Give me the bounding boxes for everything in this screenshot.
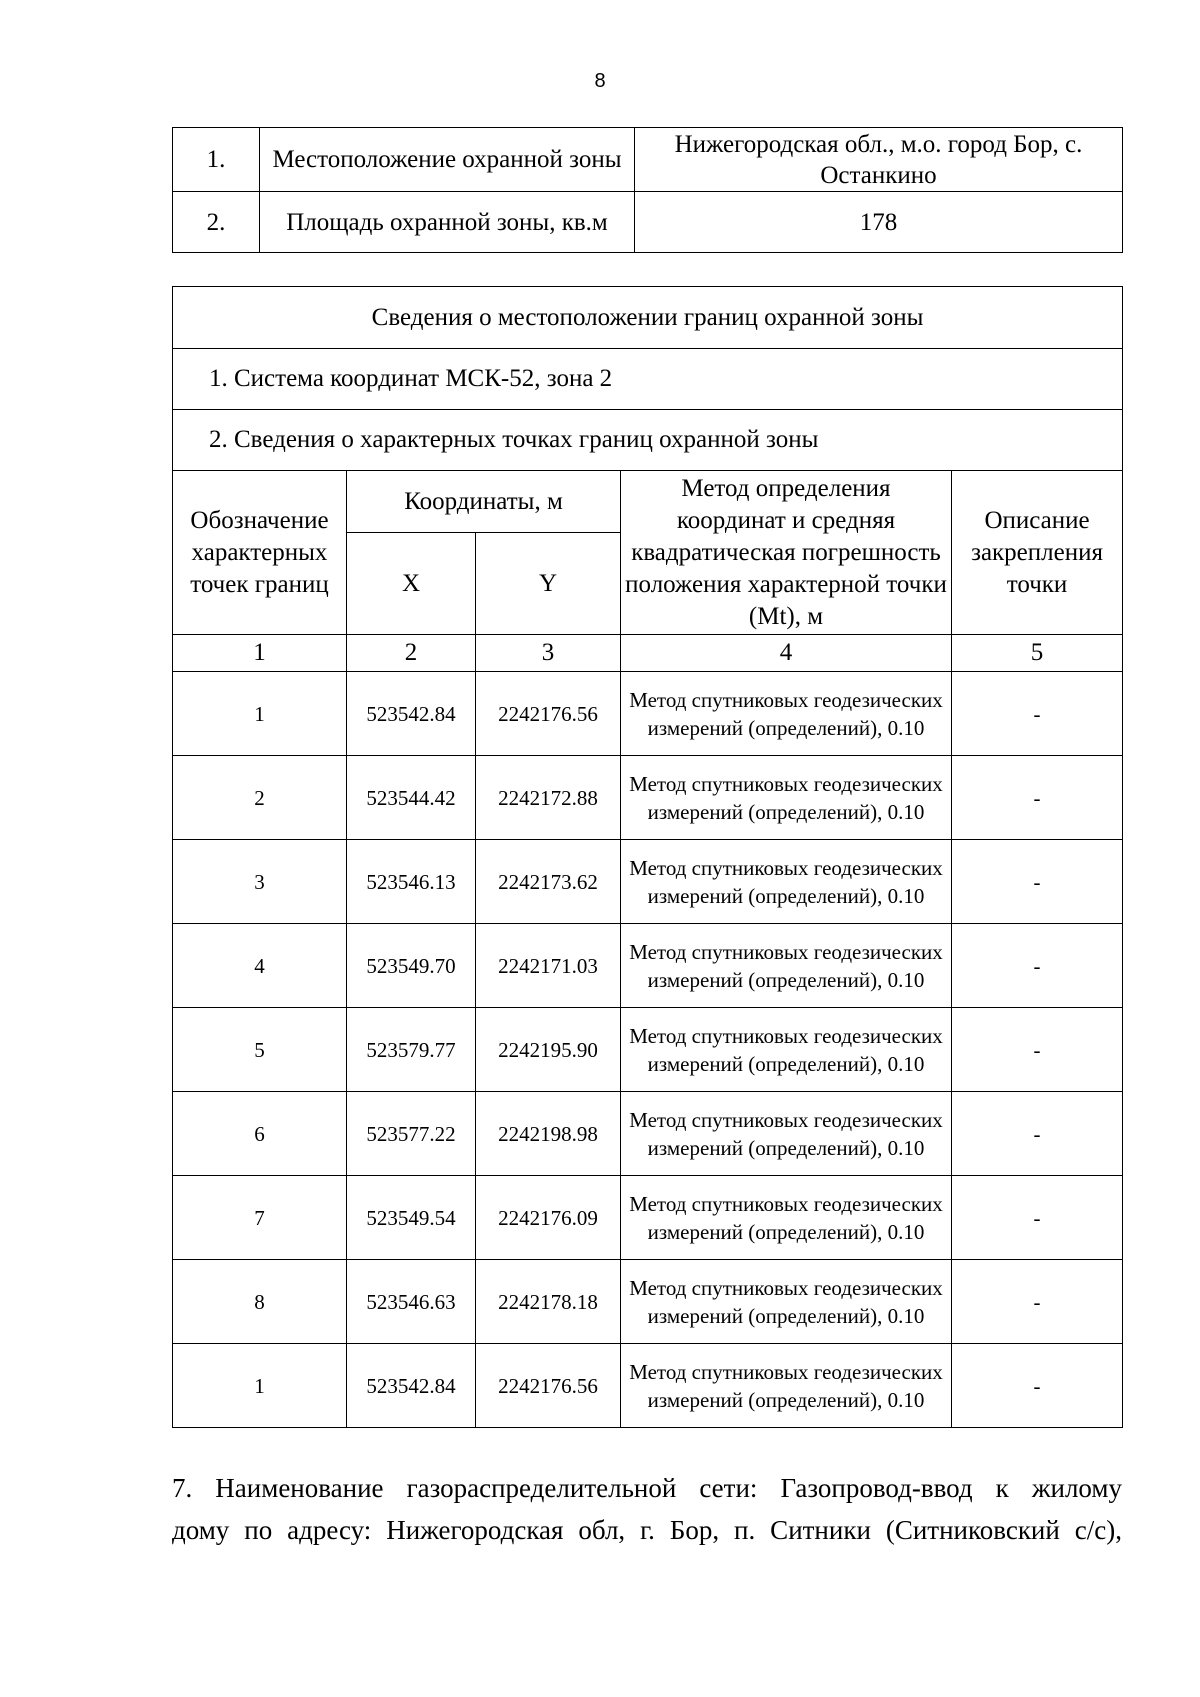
table-row — [173, 1176, 1123, 1260]
table-row — [173, 840, 1123, 924]
row-number: 2. — [173, 192, 260, 253]
coordinates-header: Координаты, м — [347, 471, 621, 533]
column-number-row — [173, 635, 1123, 672]
method-cell: Метод спутниковых геодезических измерений (определений), 0.10 — [621, 924, 952, 1008]
method-cell: Метод спутниковых геодезических измерений (определений), 0.10 — [621, 1092, 952, 1176]
point-label: 8 — [173, 1260, 347, 1344]
point-label: 7 — [173, 1176, 347, 1260]
column-number: 1 — [173, 635, 347, 672]
description-header: Описание закрепления точки — [952, 471, 1123, 635]
description-cell: - — [952, 1176, 1123, 1260]
description-cell: - — [952, 840, 1123, 924]
description-cell: - — [952, 672, 1123, 756]
table-title: Сведения о местоположении границ охранной зоны — [173, 287, 1123, 349]
x-coordinate: 523544.42 — [347, 756, 476, 840]
method-cell: Метод спутниковых геодезических измерений (определений), 0.10 — [621, 1008, 952, 1092]
zone-info-table — [172, 127, 1123, 253]
y-coordinate: 2242176.56 — [476, 1344, 621, 1428]
x-coordinate: 523549.54 — [347, 1176, 476, 1260]
column-number: 2 — [347, 635, 476, 672]
x-coordinate: 523542.84 — [347, 672, 476, 756]
coordinate-system-row — [173, 349, 1123, 410]
x-header: X — [347, 533, 476, 635]
location-label: Местоположение охранной зоны — [260, 128, 635, 192]
method-cell: Метод спутниковых геодезических измерений (определений), 0.10 — [621, 1344, 952, 1428]
y-coordinate: 2242176.09 — [476, 1176, 621, 1260]
point-label: 3 — [173, 840, 347, 924]
description-cell: - — [952, 924, 1123, 1008]
y-coordinate: 2242178.18 — [476, 1260, 621, 1344]
point-label: 1 — [173, 672, 347, 756]
point-label: 2 — [173, 756, 347, 840]
y-coordinate: 2242171.03 — [476, 924, 621, 1008]
description-cell: - — [952, 1092, 1123, 1176]
y-coordinate: 2242198.98 — [476, 1092, 621, 1176]
point-label: 5 — [173, 1008, 347, 1092]
x-coordinate: 523546.13 — [347, 840, 476, 924]
column-number: 3 — [476, 635, 621, 672]
x-coordinate: 523549.70 — [347, 924, 476, 1008]
table-row — [173, 1092, 1123, 1176]
description-cell: - — [952, 1008, 1123, 1092]
table-row — [173, 1260, 1123, 1344]
column-number: 4 — [621, 635, 952, 672]
boundary-points-table — [172, 286, 1123, 1428]
method-header: Метод определения координат и средняя квадратическая погрешность положения характерной точки (Mt), м — [621, 471, 952, 635]
table-title-row — [173, 287, 1123, 349]
x-coordinate: 523577.22 — [347, 1092, 476, 1176]
table-row — [173, 672, 1123, 756]
paragraph-line: 7. Наименование газораспределительной сети: Газопровод-ввод к жилому — [172, 1473, 1122, 1503]
y-coordinate: 2242172.88 — [476, 756, 621, 840]
points-heading: 2. Сведения о характерных точках границ охранной зоны — [173, 410, 1123, 471]
description-cell: - — [952, 1260, 1123, 1344]
table-row — [173, 756, 1123, 840]
table-row — [173, 1344, 1123, 1428]
designation-header: Обозначение характерных точек границ — [173, 471, 347, 635]
y-coordinate: 2242195.90 — [476, 1008, 621, 1092]
method-cell: Метод спутниковых геодезических измерений (определений), 0.10 — [621, 840, 952, 924]
x-coordinate: 523579.77 — [347, 1008, 476, 1092]
method-cell: Метод спутниковых геодезических измерений (определений), 0.10 — [621, 756, 952, 840]
table-row — [173, 1008, 1123, 1092]
y-coordinate: 2242173.62 — [476, 840, 621, 924]
x-coordinate: 523546.63 — [347, 1260, 476, 1344]
table-row — [173, 924, 1123, 1008]
description-cell: - — [952, 1344, 1123, 1428]
points-heading-row — [173, 410, 1123, 471]
location-value: Нижегородская обл., м.о. город Бор, с. Останкино — [635, 128, 1123, 192]
paragraph-line: дому по адресу: Нижегородская обл, г. Бор, п. Ситники (Ситниковский с/с), — [172, 1515, 1122, 1545]
coordinate-system: 1. Система координат МСК-52, зона 2 — [173, 349, 1123, 410]
point-label: 4 — [173, 924, 347, 1008]
x-coordinate: 523542.84 — [347, 1344, 476, 1428]
header-row — [173, 471, 1123, 533]
description-cell: - — [952, 756, 1123, 840]
point-label: 1 — [173, 1344, 347, 1428]
column-number: 5 — [952, 635, 1123, 672]
area-label: Площадь охранной зоны, кв.м — [260, 192, 635, 253]
page-number: 8 — [594, 70, 606, 92]
table-row — [173, 192, 1123, 253]
method-cell: Метод спутниковых геодезических измерений (определений), 0.10 — [621, 1260, 952, 1344]
row-number: 1. — [173, 128, 260, 192]
y-coordinate: 2242176.56 — [476, 672, 621, 756]
y-header: Y — [476, 533, 621, 635]
table-row — [173, 128, 1123, 192]
method-cell: Метод спутниковых геодезических измерений (определений), 0.10 — [621, 1176, 952, 1260]
method-cell: Метод спутниковых геодезических измерений (определений), 0.10 — [621, 672, 952, 756]
point-label: 6 — [173, 1092, 347, 1176]
area-value: 178 — [635, 192, 1123, 253]
